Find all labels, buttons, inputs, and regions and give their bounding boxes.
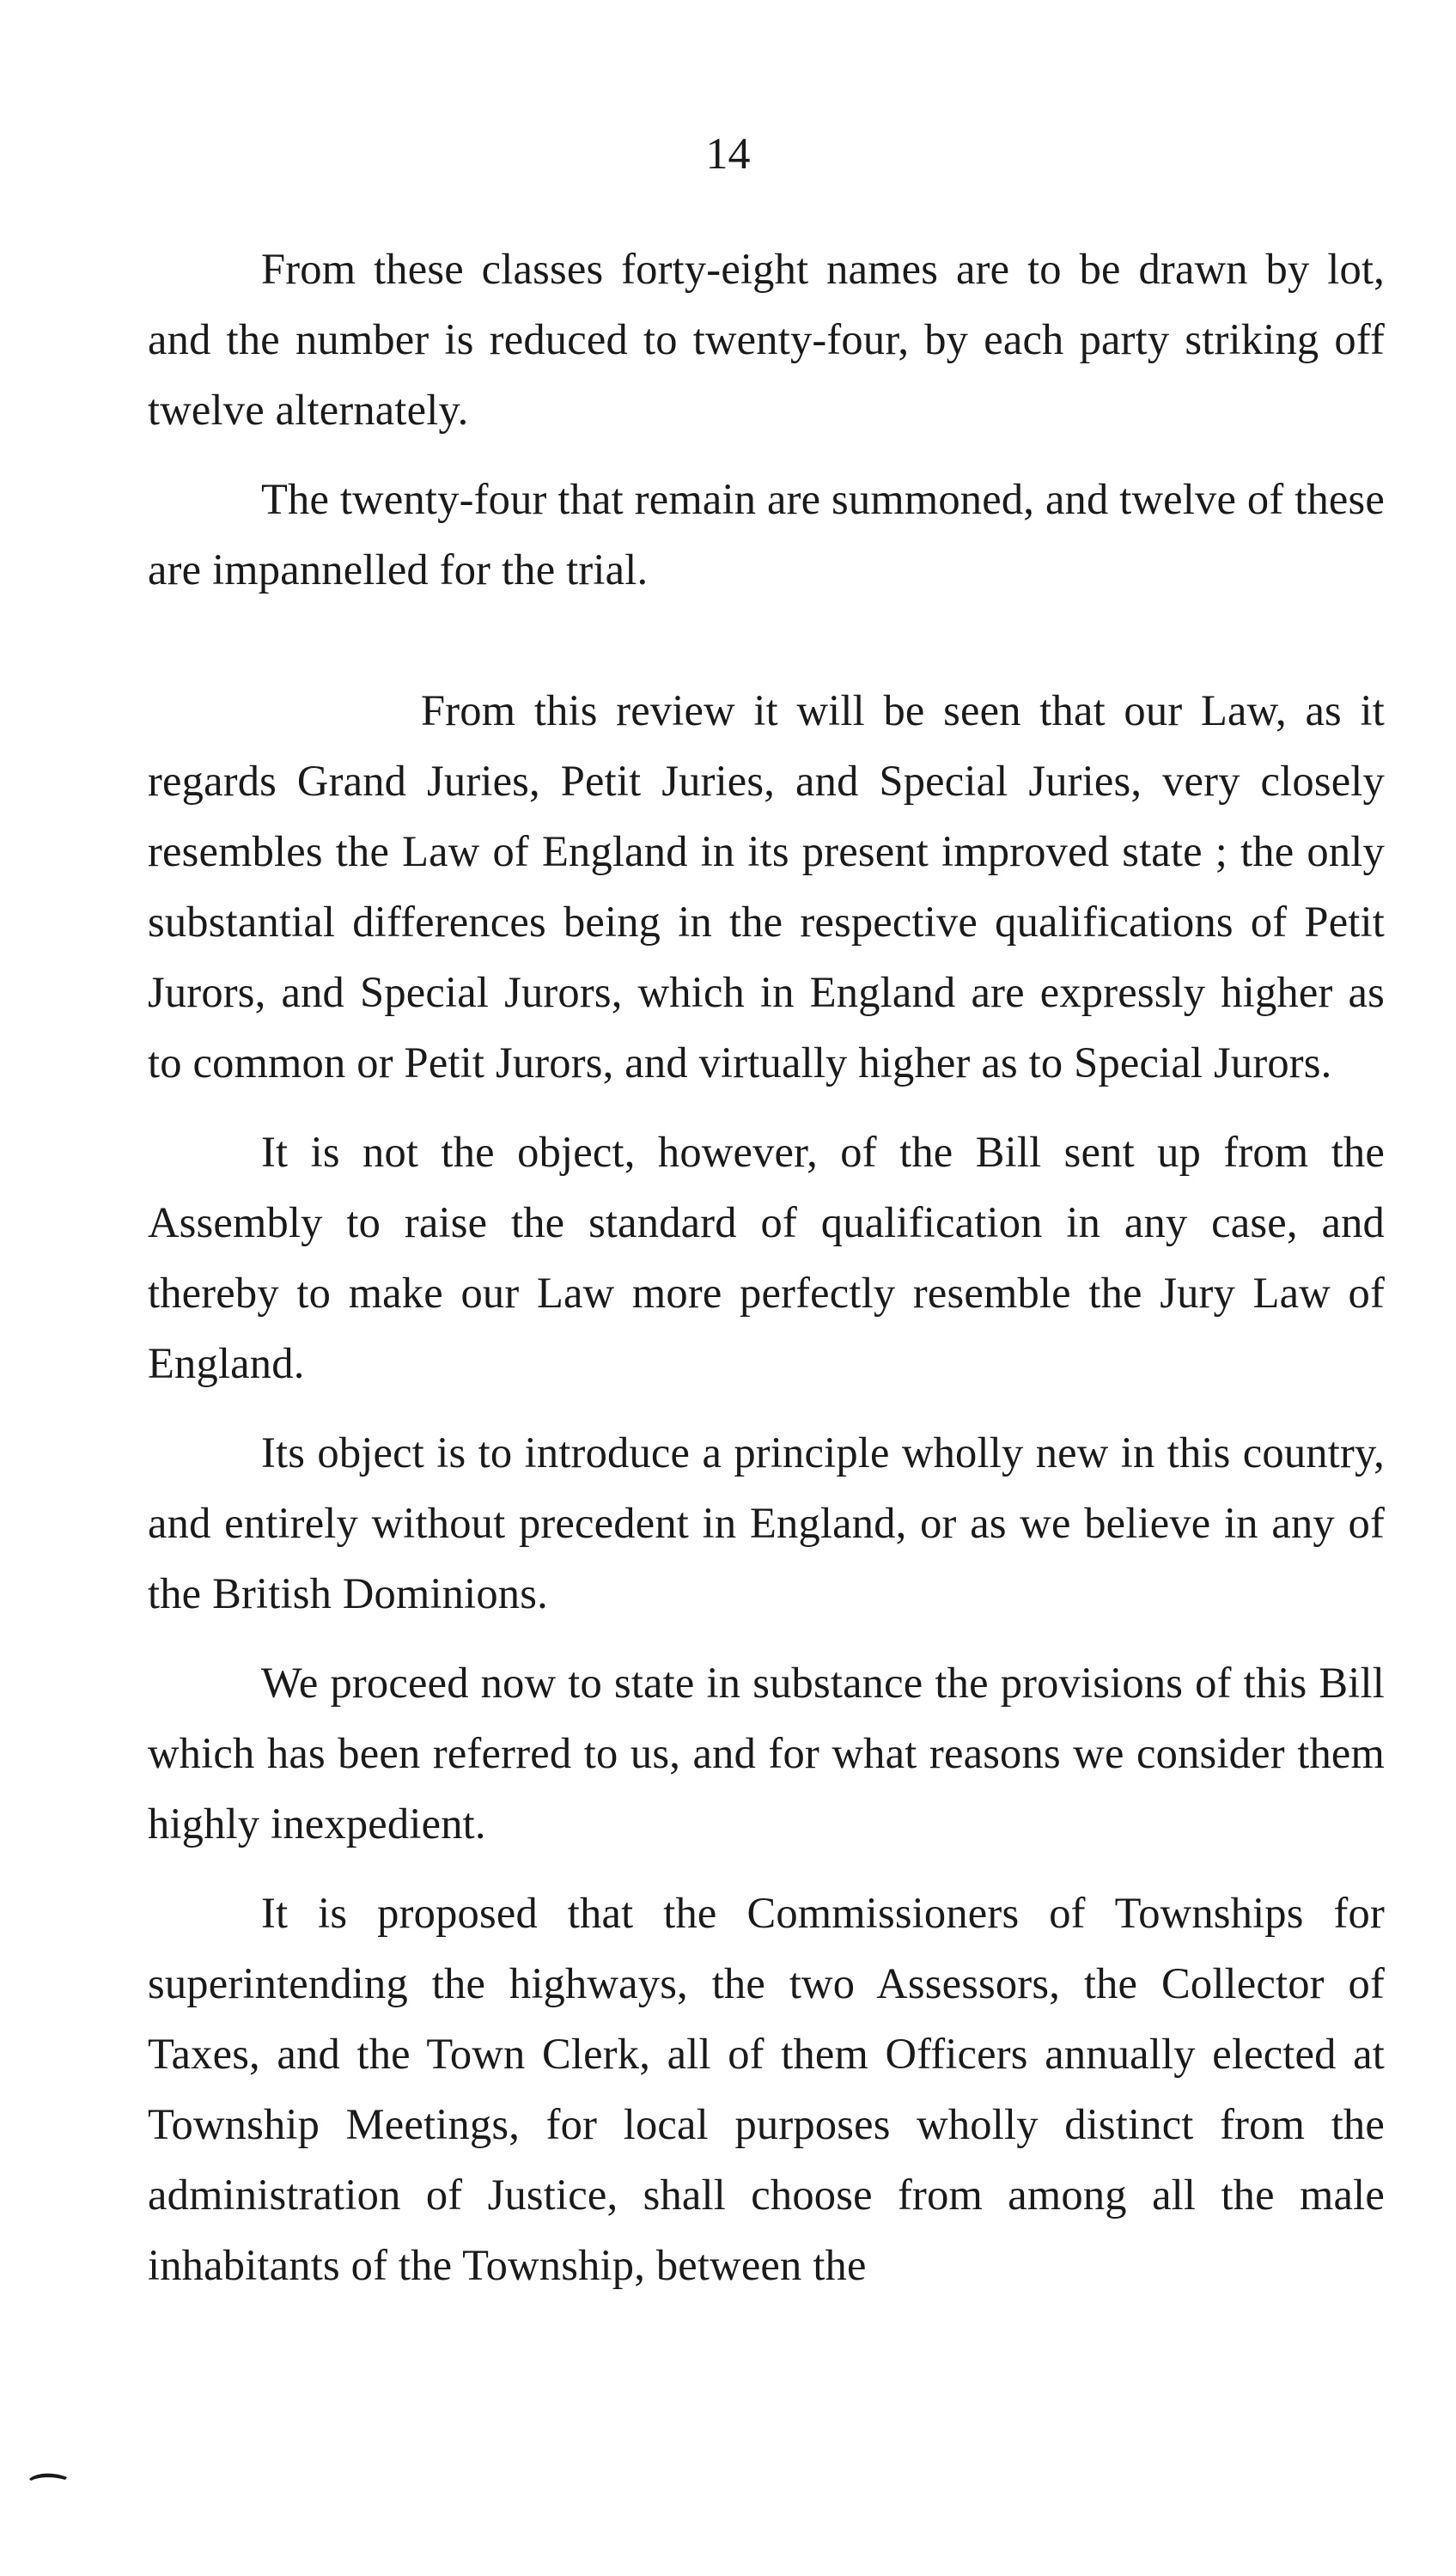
paragraph: We proceed now to state in substance the provisions of this Bill which has been referred to us, and for what reasons we consider them highly inexpedient. <box>148 1659 1385 1848</box>
paragraph: It is not the object, however, of the Bill sent up from the Assembly to raise the standard of qualification in any case, and thereby to make our Law more perfectly resemble the Jury Law of England. <box>148 1128 1385 1387</box>
ink-mark <box>27 2469 70 2482</box>
paragraph: The twenty-four that remain are summoned, and twelve of these are impannelled for the trial. <box>148 475 1385 594</box>
paragraph: It is proposed that the Commissioners of Townships for superintending the highways, the two Assessors, the Collector of Taxes, and the Town Clerk, all of them Officers annually elected at Township Meetings, for local purposes wholly distinct from the administration of Justice, shall choose from among all the male inhabitants of the Township, between the <box>148 1889 1385 2289</box>
paragraph: From these classes forty-eight names are to be drawn by lot, and the number is reduced to twenty-four, by each party striking off twelve alternately. <box>148 245 1385 434</box>
paragraph: From this review it will be seen that our Law, as it regards Grand Juries, Petit Juries, and Special Juries, very closely resembles the Law of England in its present improved state ; the only substantial differences being in the respective qualifications of Petit Jurors, and Special Jurors, which in England are expressly higher as to common or Petit Jurors, and virtually higher as to Special Jurors. <box>148 686 1385 1087</box>
paragraph: Its object is to introduce a principle wholly new in this country, and entirely without precedent in England, or as we believe in any of the British Dominions. <box>148 1428 1385 1617</box>
body-text <box>148 234 1385 2300</box>
page-number: 14 <box>705 130 751 179</box>
